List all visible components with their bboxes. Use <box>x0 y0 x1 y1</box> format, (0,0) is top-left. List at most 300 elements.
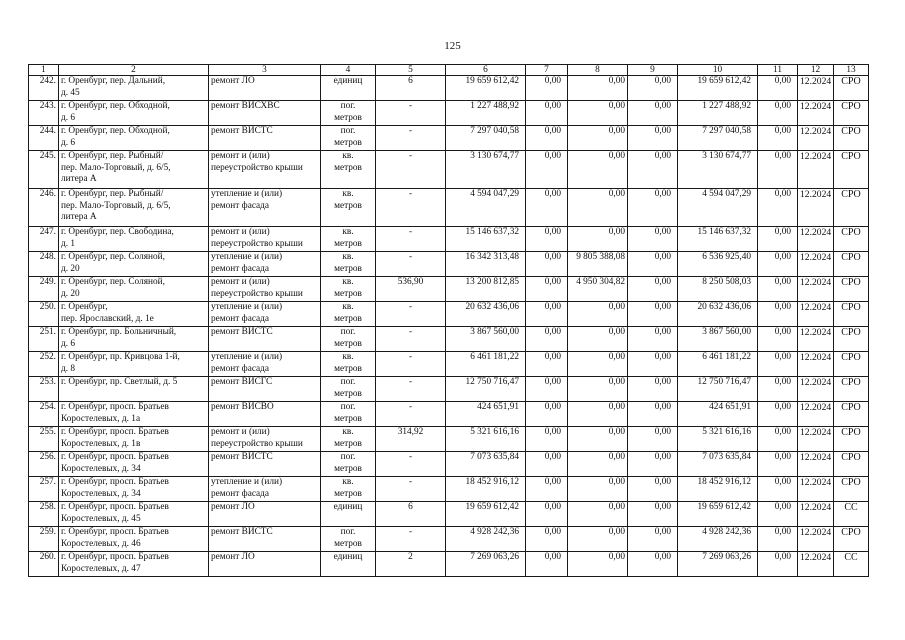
work-type-cell-line: ремонт фасада <box>211 263 270 274</box>
col-7-cell: 0,00 <box>526 76 568 101</box>
row-number: 243. <box>29 101 59 126</box>
unit-cell-line: кв. <box>342 189 354 199</box>
total-cost-cell: 4 928 242,36 <box>446 527 526 552</box>
col-7-cell: 0,00 <box>526 227 568 252</box>
total-cost-cell: 1 227 488,92 <box>446 101 526 126</box>
col-10-cell: 3 867 560,00 <box>678 327 758 352</box>
col-11-cell: 0,00 <box>758 527 798 552</box>
col-11-cell: 0,00 <box>758 277 798 302</box>
row-number: 258. <box>29 502 59 527</box>
work-type-cell-line: ремонт фасада <box>211 313 270 324</box>
total-cost-cell: 3 867 560,00 <box>446 327 526 352</box>
column-header-1: 1 <box>29 65 59 76</box>
row-number: 244. <box>29 126 59 151</box>
date-cell: 12.2024 <box>798 552 834 577</box>
col-10-cell: 15 146 637,32 <box>678 227 758 252</box>
method-cell: СРО <box>834 327 869 352</box>
column-header-8: 8 <box>568 65 628 76</box>
unit-cell-line: пог. <box>340 101 356 111</box>
address-cell-line: Коростелевых, д. 45 <box>61 513 141 524</box>
work-type-cell <box>209 477 321 502</box>
total-cost-cell: 7 073 635,84 <box>446 452 526 477</box>
row-number: 245. <box>29 151 59 189</box>
col-8-cell: 0,00 <box>568 189 628 227</box>
col-9-cell: 0,00 <box>628 189 678 227</box>
address-cell-line: г. Оренбург, просп. Братьев <box>61 477 169 487</box>
col-10-cell: 5 321 616,16 <box>678 427 758 452</box>
unit-cell-line: метров <box>334 538 362 549</box>
address-cell <box>59 126 209 151</box>
method-cell: СРО <box>834 452 869 477</box>
unit-cell-line: единиц <box>333 552 363 562</box>
row-number: 248. <box>29 252 59 277</box>
work-type-cell-line: утепление и (или) <box>211 189 283 199</box>
method-cell: СС <box>834 552 869 577</box>
unit-cell-line: кв. <box>342 352 354 362</box>
unit-cell-line: пог. <box>340 452 356 462</box>
row-number: 252. <box>29 352 59 377</box>
col-8-cell: 0,00 <box>568 352 628 377</box>
unit-cell-line: кв. <box>342 477 354 487</box>
date-cell: 12.2024 <box>798 151 834 189</box>
address-cell-line: г. Оренбург, просп. Братьев <box>61 527 169 537</box>
col-10-cell: 6 536 925,40 <box>678 252 758 277</box>
col-8-cell: 0,00 <box>568 477 628 502</box>
col-7-cell: 0,00 <box>526 402 568 427</box>
col-7-cell: 0,00 <box>526 377 568 402</box>
work-type-cell-line: ремонт ЛО <box>211 76 255 86</box>
col-9-cell: 0,00 <box>628 527 678 552</box>
col-7-cell: 0,00 <box>526 477 568 502</box>
method-cell: СРО <box>834 227 869 252</box>
row-number: 250. <box>29 302 59 327</box>
volume-cell: 2 <box>376 552 446 577</box>
column-number-header-row <box>29 65 869 76</box>
address-cell-line: г. Оренбург, пр. Больничный, <box>61 327 177 337</box>
work-type-cell-line: ремонт фасада <box>211 200 270 211</box>
column-header-10: 10 <box>678 65 758 76</box>
date-cell: 12.2024 <box>798 76 834 101</box>
address-cell <box>59 189 209 227</box>
col-7-cell: 0,00 <box>526 302 568 327</box>
unit-cell-line: кв. <box>342 227 354 237</box>
col-9-cell: 0,00 <box>628 252 678 277</box>
unit-cell-line: пог. <box>340 377 356 387</box>
row-number: 254. <box>29 402 59 427</box>
date-cell: 12.2024 <box>798 427 834 452</box>
col-9-cell: 0,00 <box>628 402 678 427</box>
unit-cell-line: единиц <box>333 76 363 86</box>
col-9-cell: 0,00 <box>628 101 678 126</box>
col-9-cell: 0,00 <box>628 502 678 527</box>
col-9-cell: 0,00 <box>628 227 678 252</box>
work-type-cell <box>209 527 321 552</box>
work-type-cell-line: ремонт ВИСХВС <box>211 101 280 111</box>
work-type-cell <box>209 302 321 327</box>
col-11-cell: 0,00 <box>758 552 798 577</box>
col-11-cell: 0,00 <box>758 76 798 101</box>
unit-cell <box>321 227 376 252</box>
col-8-cell: 0,00 <box>568 427 628 452</box>
col-8-cell: 0,00 <box>568 302 628 327</box>
unit-cell <box>321 252 376 277</box>
address-cell-line: Коростелевых, д. 34 <box>61 463 141 474</box>
unit-cell-line: метров <box>334 137 362 148</box>
row-number: 255. <box>29 427 59 452</box>
col-8-cell: 0,00 <box>568 151 628 189</box>
method-cell: СРО <box>834 126 869 151</box>
address-cell <box>59 352 209 377</box>
total-cost-cell: 19 659 612,42 <box>446 76 526 101</box>
col-10-cell: 8 250 508,03 <box>678 277 758 302</box>
method-cell: СРО <box>834 151 869 189</box>
col-10-cell: 3 130 674,77 <box>678 151 758 189</box>
unit-cell <box>321 101 376 126</box>
unit-cell <box>321 302 376 327</box>
column-header-9: 9 <box>628 65 678 76</box>
col-9-cell: 0,00 <box>628 302 678 327</box>
table-row <box>29 252 869 277</box>
unit-cell-line: единиц <box>333 502 363 512</box>
date-cell: 12.2024 <box>798 252 834 277</box>
unit-cell-line: пог. <box>340 126 356 136</box>
column-header-6: 6 <box>446 65 526 76</box>
address-cell-line: д. 6 <box>61 137 76 148</box>
unit-cell <box>321 352 376 377</box>
table-row <box>29 352 869 377</box>
address-cell-line: г. Оренбург, пер. Свободина, <box>61 227 174 237</box>
total-cost-cell: 20 632 436,06 <box>446 302 526 327</box>
total-cost-cell: 424 651,91 <box>446 402 526 427</box>
method-cell: СРО <box>834 189 869 227</box>
method-cell: СРО <box>834 377 869 402</box>
work-type-cell <box>209 502 321 527</box>
work-type-cell <box>209 277 321 302</box>
method-cell: СРО <box>834 402 869 427</box>
row-number: 253. <box>29 377 59 402</box>
unit-cell-line: пог. <box>340 327 356 337</box>
address-cell-line: г. Оренбург, пер. Рыбный/ <box>61 189 164 199</box>
address-cell-line: д. 45 <box>61 87 80 98</box>
col-10-cell: 18 452 916,12 <box>678 477 758 502</box>
work-type-cell <box>209 377 321 402</box>
address-cell <box>59 227 209 252</box>
volume-cell: - <box>376 101 446 126</box>
date-cell: 12.2024 <box>798 452 834 477</box>
unit-cell-line: метров <box>334 162 362 173</box>
table-row <box>29 126 869 151</box>
col-11-cell: 0,00 <box>758 402 798 427</box>
col-11-cell: 0,00 <box>758 252 798 277</box>
col-9-cell: 0,00 <box>628 277 678 302</box>
work-type-cell <box>209 126 321 151</box>
unit-cell-line: кв. <box>342 427 354 437</box>
date-cell: 12.2024 <box>798 402 834 427</box>
col-7-cell: 0,00 <box>526 189 568 227</box>
work-type-cell-line: переустройство крыши <box>211 238 303 249</box>
col-11-cell: 0,00 <box>758 352 798 377</box>
volume-cell: - <box>376 527 446 552</box>
col-10-cell: 4 928 242,36 <box>678 527 758 552</box>
method-cell: СРО <box>834 352 869 377</box>
total-cost-cell: 19 659 612,42 <box>446 502 526 527</box>
volume-cell: - <box>376 352 446 377</box>
col-11-cell: 0,00 <box>758 327 798 352</box>
unit-cell <box>321 126 376 151</box>
method-cell: СРО <box>834 76 869 101</box>
work-type-cell-line: ремонт и (или) <box>211 427 270 437</box>
volume-cell: - <box>376 327 446 352</box>
address-cell-line: литера А <box>61 174 97 184</box>
work-type-cell-line: ремонт ВИСТС <box>211 527 273 537</box>
volume-cell: - <box>376 189 446 227</box>
col-8-cell: 0,00 <box>568 552 628 577</box>
volume-cell: - <box>376 126 446 151</box>
col-10-cell: 19 659 612,42 <box>678 502 758 527</box>
address-cell-line: г. Оренбург, просп. Братьев <box>61 502 169 512</box>
col-7-cell: 0,00 <box>526 126 568 151</box>
page-number: 125 <box>444 40 461 52</box>
address-cell <box>59 552 209 577</box>
col-8-cell: 0,00 <box>568 101 628 126</box>
col-7-cell: 0,00 <box>526 327 568 352</box>
col-8-cell: 0,00 <box>568 126 628 151</box>
table-row <box>29 552 869 577</box>
volume-cell: 536,90 <box>376 277 446 302</box>
col-8-cell: 0,00 <box>568 377 628 402</box>
address-cell-line: д. 20 <box>61 263 80 274</box>
col-8-cell: 0,00 <box>568 76 628 101</box>
total-cost-cell: 7 297 040,58 <box>446 126 526 151</box>
volume-cell: 6 <box>376 76 446 101</box>
work-type-cell-line: ремонт ВИСТС <box>211 126 273 136</box>
col-10-cell: 7 297 040,58 <box>678 126 758 151</box>
unit-cell <box>321 452 376 477</box>
row-number: 242. <box>29 76 59 101</box>
address-cell <box>59 252 209 277</box>
table-row <box>29 527 869 552</box>
work-type-cell <box>209 76 321 101</box>
unit-cell <box>321 402 376 427</box>
col-9-cell: 0,00 <box>628 477 678 502</box>
col-7-cell: 0,00 <box>526 101 568 126</box>
row-number: 260. <box>29 552 59 577</box>
work-type-cell-line: ремонт и (или) <box>211 227 270 237</box>
col-9-cell: 0,00 <box>628 126 678 151</box>
row-number: 249. <box>29 277 59 302</box>
total-cost-cell: 5 321 616,16 <box>446 427 526 452</box>
address-cell <box>59 402 209 427</box>
work-type-cell <box>209 227 321 252</box>
row-number: 256. <box>29 452 59 477</box>
unit-cell-line: пог. <box>340 527 356 537</box>
col-9-cell: 0,00 <box>628 352 678 377</box>
unit-cell-line: кв. <box>342 151 354 161</box>
address-cell-line: д. 6 <box>61 338 76 349</box>
table-row <box>29 402 869 427</box>
address-cell-line: пер. Ярославский, д. 1е <box>61 313 154 324</box>
volume-cell: - <box>376 402 446 427</box>
col-11-cell: 0,00 <box>758 377 798 402</box>
volume-cell: 6 <box>376 502 446 527</box>
col-10-cell: 424 651,91 <box>678 402 758 427</box>
col-10-cell: 7 073 635,84 <box>678 452 758 477</box>
total-cost-cell: 3 130 674,77 <box>446 151 526 189</box>
address-cell <box>59 76 209 101</box>
column-header-12: 12 <box>798 65 834 76</box>
address-cell <box>59 277 209 302</box>
method-cell: СРО <box>834 427 869 452</box>
unit-cell <box>321 552 376 577</box>
address-cell-line: д. 8 <box>61 363 76 374</box>
unit-cell-line: метров <box>334 263 362 274</box>
work-type-cell <box>209 452 321 477</box>
work-type-cell <box>209 252 321 277</box>
date-cell: 12.2024 <box>798 527 834 552</box>
col-10-cell: 6 461 181,22 <box>678 352 758 377</box>
work-type-cell <box>209 402 321 427</box>
work-type-cell-line: ремонт ВИСТС <box>211 452 273 462</box>
row-number: 247. <box>29 227 59 252</box>
unit-cell-line: кв. <box>342 302 354 312</box>
volume-cell: - <box>376 377 446 402</box>
work-type-cell-line: ремонт фасада <box>211 488 270 499</box>
unit-cell-line: кв. <box>342 252 354 262</box>
unit-cell-line: метров <box>334 488 362 499</box>
volume-cell: 314,92 <box>376 427 446 452</box>
address-cell-line: Коростелевых, д. 46 <box>61 538 141 549</box>
work-type-cell-line: переустройство крыши <box>211 288 303 299</box>
col-7-cell: 0,00 <box>526 527 568 552</box>
table-row <box>29 477 869 502</box>
col-8-cell: 0,00 <box>568 402 628 427</box>
column-header-5: 5 <box>376 65 446 76</box>
table-row <box>29 151 869 189</box>
column-header-11: 11 <box>758 65 798 76</box>
unit-cell <box>321 327 376 352</box>
address-cell <box>59 151 209 189</box>
col-11-cell: 0,00 <box>758 151 798 189</box>
unit-cell <box>321 76 376 101</box>
address-cell <box>59 427 209 452</box>
address-cell <box>59 477 209 502</box>
date-cell: 12.2024 <box>798 477 834 502</box>
col-11-cell: 0,00 <box>758 302 798 327</box>
col-10-cell: 7 269 063,26 <box>678 552 758 577</box>
col-10-cell: 12 750 716,47 <box>678 377 758 402</box>
col-8-cell: 0,00 <box>568 527 628 552</box>
address-cell-line: г. Оренбург, пр. Кривцова 1-й, <box>61 352 180 362</box>
row-number: 257. <box>29 477 59 502</box>
volume-cell: - <box>376 227 446 252</box>
unit-cell <box>321 427 376 452</box>
unit-cell <box>321 502 376 527</box>
date-cell: 12.2024 <box>798 302 834 327</box>
col-9-cell: 0,00 <box>628 427 678 452</box>
col-8-cell: 0,00 <box>568 327 628 352</box>
col-11-cell: 0,00 <box>758 189 798 227</box>
work-type-cell-line: утепление и (или) <box>211 252 283 262</box>
table-row <box>29 427 869 452</box>
work-type-cell <box>209 189 321 227</box>
unit-cell-line: метров <box>334 388 362 399</box>
row-number: 246. <box>29 189 59 227</box>
address-cell-line: г. Оренбург, пер. Обходной, <box>61 101 170 111</box>
work-type-cell-line: утепление и (или) <box>211 477 283 487</box>
table-row <box>29 452 869 477</box>
work-type-cell-line: переустройство крыши <box>211 438 303 449</box>
address-cell-line: Коростелевых, д. 34 <box>61 488 141 499</box>
total-cost-cell: 6 461 181,22 <box>446 352 526 377</box>
work-type-cell <box>209 352 321 377</box>
address-cell-line: Коростелевых, д. 1в <box>61 438 141 449</box>
column-header-4: 4 <box>321 65 376 76</box>
method-cell: СС <box>834 502 869 527</box>
column-header-3: 3 <box>209 65 321 76</box>
method-cell: СРО <box>834 527 869 552</box>
address-cell-line: д. 1 <box>61 238 76 249</box>
table-row <box>29 189 869 227</box>
unit-cell <box>321 377 376 402</box>
date-cell: 12.2024 <box>798 126 834 151</box>
date-cell: 12.2024 <box>798 101 834 126</box>
col-11-cell: 0,00 <box>758 452 798 477</box>
unit-cell <box>321 477 376 502</box>
repair-register-table <box>28 64 869 577</box>
col-8-cell: 9 805 388,08 <box>568 252 628 277</box>
col-8-cell: 0,00 <box>568 502 628 527</box>
total-cost-cell: 13 200 812,85 <box>446 277 526 302</box>
col-11-cell: 0,00 <box>758 126 798 151</box>
volume-cell: - <box>376 151 446 189</box>
volume-cell: - <box>376 252 446 277</box>
address-cell-line: г. Оренбург, пер. Соляной, <box>61 277 165 287</box>
col-8-cell: 0,00 <box>568 452 628 477</box>
unit-cell <box>321 277 376 302</box>
work-type-cell-line: ремонт ВИСГС <box>211 377 273 387</box>
date-cell: 12.2024 <box>798 502 834 527</box>
work-type-cell-line: ремонт ВИСВО <box>211 402 274 412</box>
col-7-cell: 0,00 <box>526 452 568 477</box>
col-11-cell: 0,00 <box>758 477 798 502</box>
work-type-cell <box>209 427 321 452</box>
address-cell-line: пер. Мало-Торговый, д. 6/5, <box>61 200 171 211</box>
unit-cell <box>321 151 376 189</box>
col-9-cell: 0,00 <box>628 377 678 402</box>
unit-cell-line: пог. <box>340 402 356 412</box>
table-row <box>29 302 869 327</box>
address-cell-line: г. Оренбург, пер. Обходной, <box>61 126 170 136</box>
col-9-cell: 0,00 <box>628 552 678 577</box>
address-cell-line: Коростелевых, д. 1а <box>61 413 141 424</box>
unit-cell-line: метров <box>334 238 362 249</box>
col-7-cell: 0,00 <box>526 552 568 577</box>
address-cell-line: г. Оренбург, просп. Братьев <box>61 402 169 412</box>
work-type-cell-line: утепление и (или) <box>211 352 283 362</box>
unit-cell <box>321 189 376 227</box>
work-type-cell <box>209 327 321 352</box>
address-cell <box>59 527 209 552</box>
col-10-cell: 4 594 047,29 <box>678 189 758 227</box>
table-row <box>29 377 869 402</box>
unit-cell-line: метров <box>334 112 362 123</box>
col-10-cell: 1 227 488,92 <box>678 101 758 126</box>
unit-cell-line: метров <box>334 313 362 324</box>
volume-cell: - <box>376 302 446 327</box>
table-row <box>29 327 869 352</box>
address-cell-line: литера А <box>61 212 97 222</box>
date-cell: 12.2024 <box>798 352 834 377</box>
